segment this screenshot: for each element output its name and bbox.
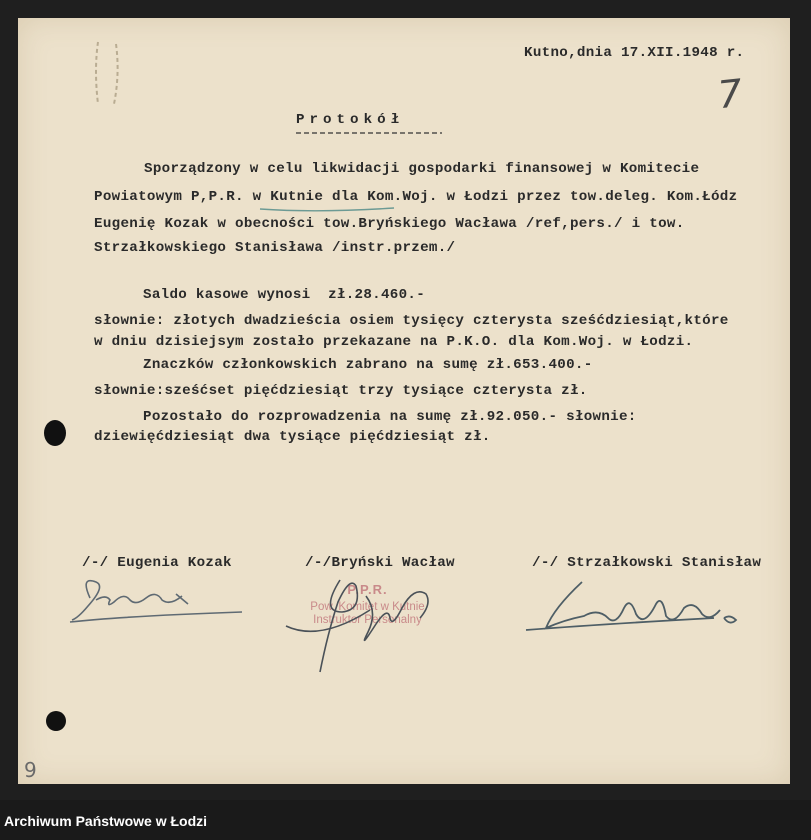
saldo-line: Saldo kasowe wynosi zł.28.460.-	[143, 287, 426, 303]
saldo-words-line: słownie: złotych dwadzieścia osiem tysięcy czterysta sześćdziesiąt,które	[94, 313, 729, 329]
paragraph1-line3: Eugenię Kozak w obecności tow.Bryńskiego Wacława /ref,pers./ i tow.	[94, 216, 685, 232]
transfer-line: w dniu dzisiejsym zostało przekazane na P.K.O. dla Kom.Woj. w Łodzi.	[94, 334, 694, 350]
archive-footer	[0, 800, 811, 840]
signatory-strzalkowski: /-/ Strzałkowski Stanisław	[532, 555, 762, 571]
stamp-line3: Instruktor Personalny	[313, 614, 422, 626]
signature-kozak	[66, 570, 246, 630]
stamp-line2: Pow. Komitet w Kutnie	[310, 601, 425, 613]
paragraph1-line4: Strzałkowskiego Stanisława /instr.przem./	[94, 240, 456, 256]
pencil-underline	[258, 205, 398, 213]
corner-number: 9	[24, 758, 37, 782]
remaining-words-line: dziewięćdziesiąt dwa tysiące pięćdziesiąt zł.	[94, 429, 491, 445]
archive-name: Archiwum Państwowe w Łodzi	[4, 813, 208, 829]
signatory-kozak: /-/ Eugenia Kozak	[82, 555, 232, 571]
punch-hole-lower	[46, 711, 66, 731]
paper-mark-top-left	[92, 40, 124, 110]
document-title: Protokół	[296, 112, 405, 128]
signature-brynski	[280, 572, 440, 687]
signatory-brynski: /-/Bryński Wacław	[305, 555, 455, 571]
paragraph1-line2: Powiatowym P,P.R. w Kutnie dla Kom.Woj. w Łodzi przez tow.deleg. Kom.Łódz	[94, 189, 738, 205]
signature-strzalkowski	[524, 578, 749, 638]
stamps-words-line: słownie:sześćset pięćdziesiąt trzy tysiące czterysta zł.	[94, 383, 588, 399]
place-date: Kutno,dnia 17.XII.1948 r.	[524, 45, 745, 61]
stamp-line1: P.P.R.	[347, 582, 388, 597]
remaining-line: Pozostało do rozprowadzenia na sumę zł.92.050.- słownie:	[143, 409, 637, 425]
stamps-line: Znaczków członkowskich zabrano na sumę zł.653.400.-	[143, 357, 593, 373]
punch-hole-upper	[44, 420, 66, 446]
title-underline	[296, 132, 446, 136]
page-mark: 7	[715, 70, 745, 118]
paragraph1-line1: Sporządzony w celu likwidacji gospodarki finansowej w Komitecie	[144, 161, 700, 177]
